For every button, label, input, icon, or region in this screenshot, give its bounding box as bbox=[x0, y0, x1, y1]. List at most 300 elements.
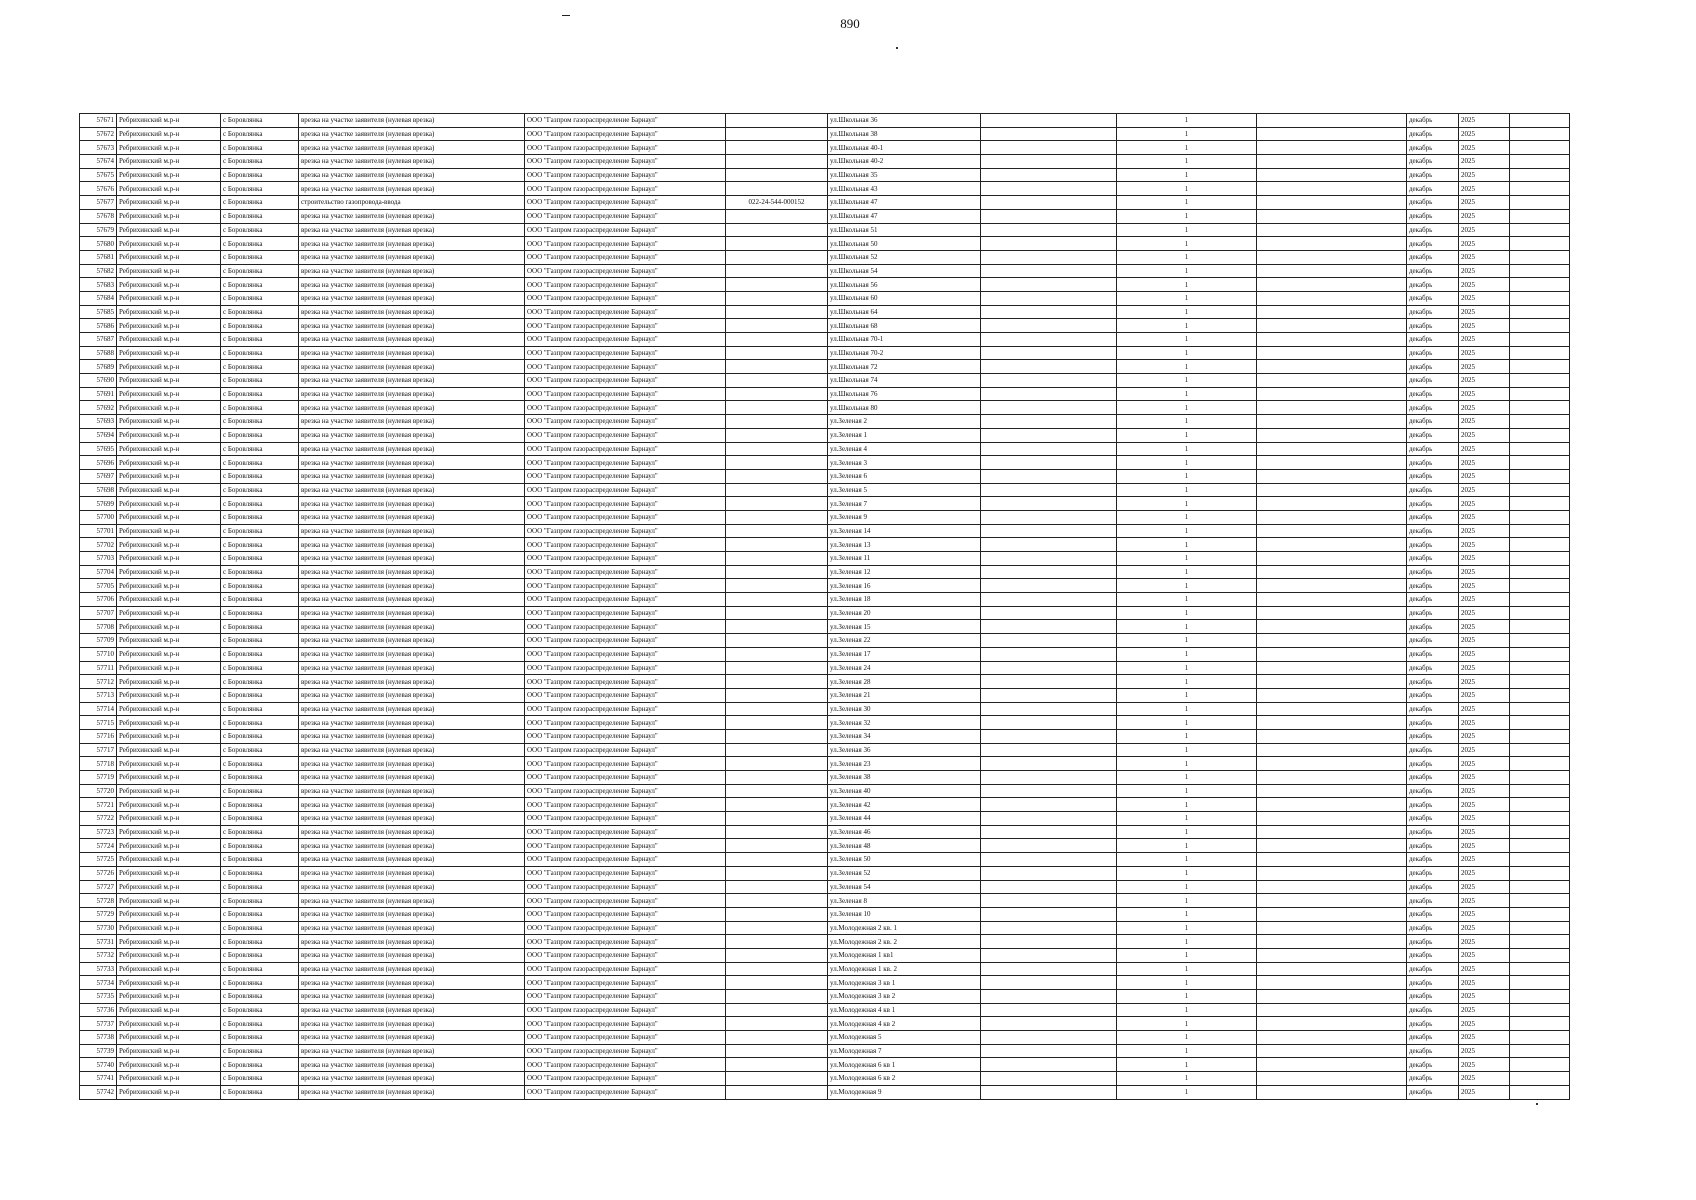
settlement-cell: с Боровлянка bbox=[221, 634, 299, 648]
year-cell: 2025 bbox=[1459, 209, 1510, 223]
quantity-cell: 1 bbox=[1117, 428, 1257, 442]
row-number-cell: 57701 bbox=[80, 524, 117, 538]
tu-number-cell bbox=[726, 784, 828, 798]
settlement-cell: с Боровлянка bbox=[221, 620, 299, 634]
empty-cell bbox=[981, 1044, 1117, 1058]
tu-number-cell bbox=[726, 442, 828, 456]
table-row bbox=[80, 1072, 1570, 1086]
settlement-cell: с Боровлянка bbox=[221, 552, 299, 566]
empty-cell bbox=[1257, 415, 1407, 429]
table-row bbox=[80, 688, 1570, 702]
tu-number-cell bbox=[726, 1058, 828, 1072]
settlement-cell: с Боровлянка bbox=[221, 374, 299, 388]
address-cell: ул.Зеленая 1 bbox=[828, 428, 981, 442]
empty-cell bbox=[981, 305, 1117, 319]
empty-cell bbox=[1257, 387, 1407, 401]
settlement-cell: с Боровлянка bbox=[221, 921, 299, 935]
table-row bbox=[80, 552, 1570, 566]
organization-cell: ООО "Газпром газораспределение Барнаул" bbox=[525, 456, 726, 470]
settlement-cell: с Боровлянка bbox=[221, 976, 299, 990]
empty-cell bbox=[1257, 209, 1407, 223]
settlement-cell: с Боровлянка bbox=[221, 647, 299, 661]
address-cell: ул.Зеленая 3 bbox=[828, 456, 981, 470]
work-type-cell: врезка на участке заявителя (нулевая врезка) bbox=[299, 552, 525, 566]
row-number-cell: 57716 bbox=[80, 729, 117, 743]
tu-number-cell bbox=[726, 812, 828, 826]
year-cell: 2025 bbox=[1459, 1003, 1510, 1017]
empty-cell bbox=[981, 497, 1117, 511]
empty-cell bbox=[981, 1003, 1117, 1017]
organization-cell: ООО "Газпром газораспределение Барнаул" bbox=[525, 401, 726, 415]
work-type-cell: врезка на участке заявителя (нулевая врезка) bbox=[299, 360, 525, 374]
empty-cell bbox=[1510, 962, 1570, 976]
settlement-cell: с Боровлянка bbox=[221, 127, 299, 141]
address-cell: ул.Зеленая 21 bbox=[828, 688, 981, 702]
empty-cell bbox=[1257, 743, 1407, 757]
month-cell: декабрь bbox=[1407, 729, 1459, 743]
settlement-cell: с Боровлянка bbox=[221, 237, 299, 251]
organization-cell: ООО "Газпром газораспределение Барнаул" bbox=[525, 935, 726, 949]
empty-cell bbox=[1257, 250, 1407, 264]
table-row bbox=[80, 401, 1570, 415]
table-row bbox=[80, 387, 1570, 401]
empty-cell bbox=[1510, 579, 1570, 593]
tu-number-cell bbox=[726, 935, 828, 949]
row-number-cell: 57682 bbox=[80, 264, 117, 278]
work-type-cell: врезка на участке заявителя (нулевая врезка) bbox=[299, 127, 525, 141]
table-row bbox=[80, 948, 1570, 962]
quantity-cell: 1 bbox=[1117, 661, 1257, 675]
empty-cell bbox=[981, 675, 1117, 689]
empty-cell bbox=[1510, 291, 1570, 305]
row-number-cell: 57709 bbox=[80, 634, 117, 648]
work-type-cell: врезка на участке заявителя (нулевая врезка) bbox=[299, 319, 525, 333]
district-cell: Ребрихинский м.р-н bbox=[117, 784, 221, 798]
empty-cell bbox=[981, 771, 1117, 785]
empty-cell bbox=[981, 401, 1117, 415]
empty-cell bbox=[981, 661, 1117, 675]
empty-cell bbox=[981, 688, 1117, 702]
address-cell: ул.Школьная 68 bbox=[828, 319, 981, 333]
page-number: 890 bbox=[840, 16, 860, 31]
month-cell: декабрь bbox=[1407, 360, 1459, 374]
settlement-cell: с Боровлянка bbox=[221, 606, 299, 620]
row-number-cell: 57730 bbox=[80, 921, 117, 935]
quantity-cell: 1 bbox=[1117, 1031, 1257, 1045]
work-type-cell: врезка на участке заявителя (нулевая врезка) bbox=[299, 346, 525, 360]
quantity-cell: 1 bbox=[1117, 319, 1257, 333]
district-cell: Ребрихинский м.р-н bbox=[117, 634, 221, 648]
row-number-cell: 57719 bbox=[80, 771, 117, 785]
table-row bbox=[80, 114, 1570, 128]
month-cell: декабрь bbox=[1407, 237, 1459, 251]
row-number-cell: 57717 bbox=[80, 743, 117, 757]
work-type-cell: врезка на участке заявителя (нулевая врезка) bbox=[299, 250, 525, 264]
quantity-cell: 1 bbox=[1117, 839, 1257, 853]
work-type-cell: врезка на участке заявителя (нулевая врезка) bbox=[299, 894, 525, 908]
empty-cell bbox=[1510, 606, 1570, 620]
empty-cell bbox=[1257, 237, 1407, 251]
district-cell: Ребрихинский м.р-н bbox=[117, 442, 221, 456]
row-number-cell: 57736 bbox=[80, 1003, 117, 1017]
row-number-cell: 57693 bbox=[80, 415, 117, 429]
empty-cell bbox=[1510, 374, 1570, 388]
quantity-cell: 1 bbox=[1117, 853, 1257, 867]
table-row bbox=[80, 1031, 1570, 1045]
month-cell: декабрь bbox=[1407, 948, 1459, 962]
organization-cell: ООО "Газпром газораспределение Барнаул" bbox=[525, 250, 726, 264]
empty-cell bbox=[981, 1017, 1117, 1031]
work-type-cell: врезка на участке заявителя (нулевая врезка) bbox=[299, 798, 525, 812]
district-cell: Ребрихинский м.р-н bbox=[117, 415, 221, 429]
settlement-cell: с Боровлянка bbox=[221, 784, 299, 798]
row-number-cell: 57688 bbox=[80, 346, 117, 360]
district-cell: Ребрихинский м.р-н bbox=[117, 346, 221, 360]
month-cell: декабрь bbox=[1407, 1017, 1459, 1031]
organization-cell: ООО "Газпром газораспределение Барнаул" bbox=[525, 647, 726, 661]
organization-cell: ООО "Газпром газораспределение Барнаул" bbox=[525, 141, 726, 155]
quantity-cell: 1 bbox=[1117, 127, 1257, 141]
table-row bbox=[80, 702, 1570, 716]
month-cell: декабрь bbox=[1407, 894, 1459, 908]
empty-cell bbox=[1257, 1003, 1407, 1017]
settlement-cell: с Боровлянка bbox=[221, 675, 299, 689]
organization-cell: ООО "Газпром газораспределение Барнаул" bbox=[525, 948, 726, 962]
organization-cell: ООО "Газпром газораспределение Барнаул" bbox=[525, 483, 726, 497]
empty-cell bbox=[1257, 976, 1407, 990]
work-type-cell: врезка на участке заявителя (нулевая врезка) bbox=[299, 606, 525, 620]
month-cell: декабрь bbox=[1407, 552, 1459, 566]
table-row bbox=[80, 880, 1570, 894]
address-cell: ул.Зеленая 30 bbox=[828, 702, 981, 716]
tu-number-cell bbox=[726, 305, 828, 319]
tu-number-cell bbox=[726, 538, 828, 552]
settlement-cell: с Боровлянка bbox=[221, 894, 299, 908]
empty-cell bbox=[1257, 675, 1407, 689]
month-cell: декабрь bbox=[1407, 647, 1459, 661]
empty-cell bbox=[1510, 401, 1570, 415]
year-cell: 2025 bbox=[1459, 784, 1510, 798]
year-cell: 2025 bbox=[1459, 757, 1510, 771]
row-number-cell: 57738 bbox=[80, 1031, 117, 1045]
organization-cell: ООО "Газпром газораспределение Барнаул" bbox=[525, 264, 726, 278]
year-cell: 2025 bbox=[1459, 743, 1510, 757]
year-cell: 2025 bbox=[1459, 237, 1510, 251]
table-row bbox=[80, 620, 1570, 634]
tu-number-cell bbox=[726, 155, 828, 169]
empty-cell bbox=[1257, 907, 1407, 921]
address-cell: ул.Школьная 80 bbox=[828, 401, 981, 415]
work-type-cell: врезка на участке заявителя (нулевая врезка) bbox=[299, 538, 525, 552]
row-number-cell: 57686 bbox=[80, 319, 117, 333]
empty-cell bbox=[981, 935, 1117, 949]
empty-cell bbox=[1510, 716, 1570, 730]
tu-number-cell bbox=[726, 593, 828, 607]
year-cell: 2025 bbox=[1459, 291, 1510, 305]
address-cell: ул.Школьная 76 bbox=[828, 387, 981, 401]
address-cell: ул.Зеленая 54 bbox=[828, 880, 981, 894]
address-cell: ул.Зеленая 38 bbox=[828, 771, 981, 785]
settlement-cell: с Боровлянка bbox=[221, 962, 299, 976]
row-number-cell: 57695 bbox=[80, 442, 117, 456]
table-row bbox=[80, 634, 1570, 648]
empty-cell bbox=[981, 483, 1117, 497]
settlement-cell: с Боровлянка bbox=[221, 428, 299, 442]
quantity-cell: 1 bbox=[1117, 1058, 1257, 1072]
empty-cell bbox=[1510, 743, 1570, 757]
quantity-cell: 1 bbox=[1117, 209, 1257, 223]
tu-number-cell bbox=[726, 264, 828, 278]
month-cell: декабрь bbox=[1407, 935, 1459, 949]
month-cell: декабрь bbox=[1407, 497, 1459, 511]
year-cell: 2025 bbox=[1459, 114, 1510, 128]
tu-number-cell bbox=[726, 524, 828, 538]
month-cell: декабрь bbox=[1407, 1058, 1459, 1072]
district-cell: Ребрихинский м.р-н bbox=[117, 114, 221, 128]
empty-cell bbox=[1510, 1003, 1570, 1017]
empty-cell bbox=[981, 990, 1117, 1004]
tu-number-cell bbox=[726, 702, 828, 716]
address-cell: ул.Молодежная 6 кв 1 bbox=[828, 1058, 981, 1072]
empty-cell bbox=[1257, 634, 1407, 648]
settlement-cell: с Боровлянка bbox=[221, 510, 299, 524]
organization-cell: ООО "Газпром газораспределение Барнаул" bbox=[525, 894, 726, 908]
row-number-cell: 57715 bbox=[80, 716, 117, 730]
quantity-cell: 1 bbox=[1117, 771, 1257, 785]
year-cell: 2025 bbox=[1459, 990, 1510, 1004]
month-cell: декабрь bbox=[1407, 606, 1459, 620]
work-type-cell: врезка на участке заявителя (нулевая врезка) bbox=[299, 168, 525, 182]
organization-cell: ООО "Газпром газораспределение Барнаул" bbox=[525, 771, 726, 785]
settlement-cell: с Боровлянка bbox=[221, 990, 299, 1004]
organization-cell: ООО "Газпром газораспределение Барнаул" bbox=[525, 360, 726, 374]
address-cell: ул.Молодежная 5 bbox=[828, 1031, 981, 1045]
table-row bbox=[80, 237, 1570, 251]
empty-cell bbox=[1510, 1017, 1570, 1031]
address-cell: ул.Молодежная 1 кв. 2 bbox=[828, 962, 981, 976]
empty-cell bbox=[1510, 196, 1570, 210]
address-cell: ул.Молодежная 6 кв 2 bbox=[828, 1072, 981, 1086]
address-cell: ул.Зеленая 4 bbox=[828, 442, 981, 456]
district-cell: Ребрихинский м.р-н bbox=[117, 880, 221, 894]
organization-cell: ООО "Газпром газораспределение Барнаул" bbox=[525, 114, 726, 128]
quantity-cell: 1 bbox=[1117, 812, 1257, 826]
work-type-cell: врезка на участке заявителя (нулевая врезка) bbox=[299, 141, 525, 155]
empty-cell bbox=[1257, 757, 1407, 771]
month-cell: декабрь bbox=[1407, 415, 1459, 429]
month-cell: декабрь bbox=[1407, 469, 1459, 483]
month-cell: декабрь bbox=[1407, 921, 1459, 935]
tu-number-cell bbox=[726, 606, 828, 620]
year-cell: 2025 bbox=[1459, 798, 1510, 812]
year-cell: 2025 bbox=[1459, 634, 1510, 648]
tu-number-cell bbox=[726, 948, 828, 962]
empty-cell bbox=[981, 743, 1117, 757]
quantity-cell: 1 bbox=[1117, 907, 1257, 921]
empty-cell bbox=[1510, 483, 1570, 497]
district-cell: Ребрихинский м.р-н bbox=[117, 743, 221, 757]
tu-number-cell bbox=[726, 962, 828, 976]
table-row bbox=[80, 962, 1570, 976]
tu-number-cell bbox=[726, 1044, 828, 1058]
work-type-cell: врезка на участке заявителя (нулевая врезка) bbox=[299, 415, 525, 429]
work-type-cell: строительство газопровода-ввода bbox=[299, 196, 525, 210]
month-cell: декабрь bbox=[1407, 812, 1459, 826]
address-cell: ул.Школьная 40-2 bbox=[828, 155, 981, 169]
organization-cell: ООО "Газпром газораспределение Барнаул" bbox=[525, 907, 726, 921]
empty-cell bbox=[1510, 442, 1570, 456]
settlement-cell: с Боровлянка bbox=[221, 483, 299, 497]
settlement-cell: с Боровлянка bbox=[221, 456, 299, 470]
tu-number-cell bbox=[726, 497, 828, 511]
address-cell: ул.Молодежная 4 кв 2 bbox=[828, 1017, 981, 1031]
year-cell: 2025 bbox=[1459, 948, 1510, 962]
month-cell: декабрь bbox=[1407, 866, 1459, 880]
year-cell: 2025 bbox=[1459, 155, 1510, 169]
tu-number-cell bbox=[726, 1072, 828, 1086]
table-row bbox=[80, 524, 1570, 538]
address-cell: ул.Молодежная 3 кв 1 bbox=[828, 976, 981, 990]
month-cell: декабрь bbox=[1407, 853, 1459, 867]
empty-cell bbox=[1257, 127, 1407, 141]
empty-cell bbox=[1257, 702, 1407, 716]
settlement-cell: с Боровлянка bbox=[221, 688, 299, 702]
settlement-cell: с Боровлянка bbox=[221, 360, 299, 374]
empty-cell bbox=[1257, 346, 1407, 360]
empty-cell bbox=[1510, 880, 1570, 894]
empty-cell bbox=[981, 907, 1117, 921]
empty-cell bbox=[1510, 935, 1570, 949]
row-number-cell: 57714 bbox=[80, 702, 117, 716]
address-cell: ул.Школьная 40-1 bbox=[828, 141, 981, 155]
quantity-cell: 1 bbox=[1117, 948, 1257, 962]
quantity-cell: 1 bbox=[1117, 237, 1257, 251]
year-cell: 2025 bbox=[1459, 866, 1510, 880]
organization-cell: ООО "Газпром газораспределение Барнаул" bbox=[525, 990, 726, 1004]
work-type-cell: врезка на участке заявителя (нулевая врезка) bbox=[299, 716, 525, 730]
district-cell: Ребрихинский м.р-н bbox=[117, 935, 221, 949]
tu-number-cell: 022-24-544-000152 bbox=[726, 196, 828, 210]
address-cell: ул.Зеленая 48 bbox=[828, 839, 981, 853]
empty-cell bbox=[1510, 771, 1570, 785]
row-number-cell: 57721 bbox=[80, 798, 117, 812]
work-type-cell: врезка на участке заявителя (нулевая врезка) bbox=[299, 907, 525, 921]
empty-cell bbox=[1510, 976, 1570, 990]
settlement-cell: с Боровлянка bbox=[221, 401, 299, 415]
empty-cell bbox=[1257, 305, 1407, 319]
table-row bbox=[80, 415, 1570, 429]
empty-cell bbox=[1510, 990, 1570, 1004]
empty-cell bbox=[1257, 921, 1407, 935]
empty-cell bbox=[1257, 155, 1407, 169]
row-number-cell: 57726 bbox=[80, 866, 117, 880]
empty-cell bbox=[1257, 1017, 1407, 1031]
empty-cell bbox=[1510, 839, 1570, 853]
settlement-cell: с Боровлянка bbox=[221, 442, 299, 456]
month-cell: декабрь bbox=[1407, 127, 1459, 141]
district-cell: Ребрихинский м.р-н bbox=[117, 497, 221, 511]
tu-number-cell bbox=[726, 675, 828, 689]
month-cell: декабрь bbox=[1407, 456, 1459, 470]
register-table bbox=[79, 113, 1570, 1100]
empty-cell bbox=[1510, 921, 1570, 935]
row-number-cell: 57728 bbox=[80, 894, 117, 908]
address-cell: ул.Зеленая 24 bbox=[828, 661, 981, 675]
empty-cell bbox=[981, 155, 1117, 169]
table-row bbox=[80, 729, 1570, 743]
tu-number-cell bbox=[726, 894, 828, 908]
work-type-cell: врезка на участке заявителя (нулевая врезка) bbox=[299, 278, 525, 292]
empty-cell bbox=[1257, 812, 1407, 826]
settlement-cell: с Боровлянка bbox=[221, 1017, 299, 1031]
month-cell: декабрь bbox=[1407, 620, 1459, 634]
address-cell: ул.Зеленая 7 bbox=[828, 497, 981, 511]
address-cell: ул.Школьная 74 bbox=[828, 374, 981, 388]
district-cell: Ребрихинский м.р-н bbox=[117, 1003, 221, 1017]
empty-cell bbox=[1510, 948, 1570, 962]
row-number-cell: 57711 bbox=[80, 661, 117, 675]
month-cell: декабрь bbox=[1407, 990, 1459, 1004]
empty-cell bbox=[981, 948, 1117, 962]
tu-number-cell bbox=[726, 620, 828, 634]
settlement-cell: с Боровлянка bbox=[221, 250, 299, 264]
empty-cell bbox=[1257, 784, 1407, 798]
year-cell: 2025 bbox=[1459, 401, 1510, 415]
year-cell: 2025 bbox=[1459, 168, 1510, 182]
empty-cell bbox=[981, 853, 1117, 867]
row-number-cell: 57710 bbox=[80, 647, 117, 661]
organization-cell: ООО "Газпром газораспределение Барнаул" bbox=[525, 291, 726, 305]
quantity-cell: 1 bbox=[1117, 196, 1257, 210]
district-cell: Ребрихинский м.р-н bbox=[117, 579, 221, 593]
empty-cell bbox=[1257, 196, 1407, 210]
empty-cell bbox=[1510, 510, 1570, 524]
organization-cell: ООО "Газпром газораспределение Барнаул" bbox=[525, 716, 726, 730]
quantity-cell: 1 bbox=[1117, 374, 1257, 388]
empty-cell bbox=[1510, 729, 1570, 743]
organization-cell: ООО "Газпром газораспределение Барнаул" bbox=[525, 168, 726, 182]
tu-number-cell bbox=[726, 428, 828, 442]
work-type-cell: врезка на участке заявителя (нулевая врезка) bbox=[299, 1058, 525, 1072]
settlement-cell: с Боровлянка bbox=[221, 264, 299, 278]
year-cell: 2025 bbox=[1459, 935, 1510, 949]
row-number-cell: 57739 bbox=[80, 1044, 117, 1058]
district-cell: Ребрихинский м.р-н bbox=[117, 264, 221, 278]
year-cell: 2025 bbox=[1459, 387, 1510, 401]
year-cell: 2025 bbox=[1459, 1072, 1510, 1086]
address-cell: ул.Зеленая 16 bbox=[828, 579, 981, 593]
empty-cell bbox=[981, 894, 1117, 908]
empty-cell bbox=[981, 250, 1117, 264]
organization-cell: ООО "Газпром газораспределение Барнаул" bbox=[525, 798, 726, 812]
year-cell: 2025 bbox=[1459, 538, 1510, 552]
address-cell: ул.Зеленая 52 bbox=[828, 866, 981, 880]
quantity-cell: 1 bbox=[1117, 141, 1257, 155]
work-type-cell: врезка на участке заявителя (нулевая врезка) bbox=[299, 155, 525, 169]
district-cell: Ребрихинский м.р-н bbox=[117, 853, 221, 867]
month-cell: декабрь bbox=[1407, 661, 1459, 675]
tu-number-cell bbox=[726, 319, 828, 333]
quantity-cell: 1 bbox=[1117, 1085, 1257, 1099]
work-type-cell: врезка на участке заявителя (нулевая врезка) bbox=[299, 497, 525, 511]
address-cell: ул.Зеленая 23 bbox=[828, 757, 981, 771]
work-type-cell: врезка на участке заявителя (нулевая врезка) bbox=[299, 291, 525, 305]
table-row bbox=[80, 743, 1570, 757]
table-row bbox=[80, 565, 1570, 579]
row-number-cell: 57740 bbox=[80, 1058, 117, 1072]
row-number-cell: 57712 bbox=[80, 675, 117, 689]
empty-cell bbox=[1510, 141, 1570, 155]
